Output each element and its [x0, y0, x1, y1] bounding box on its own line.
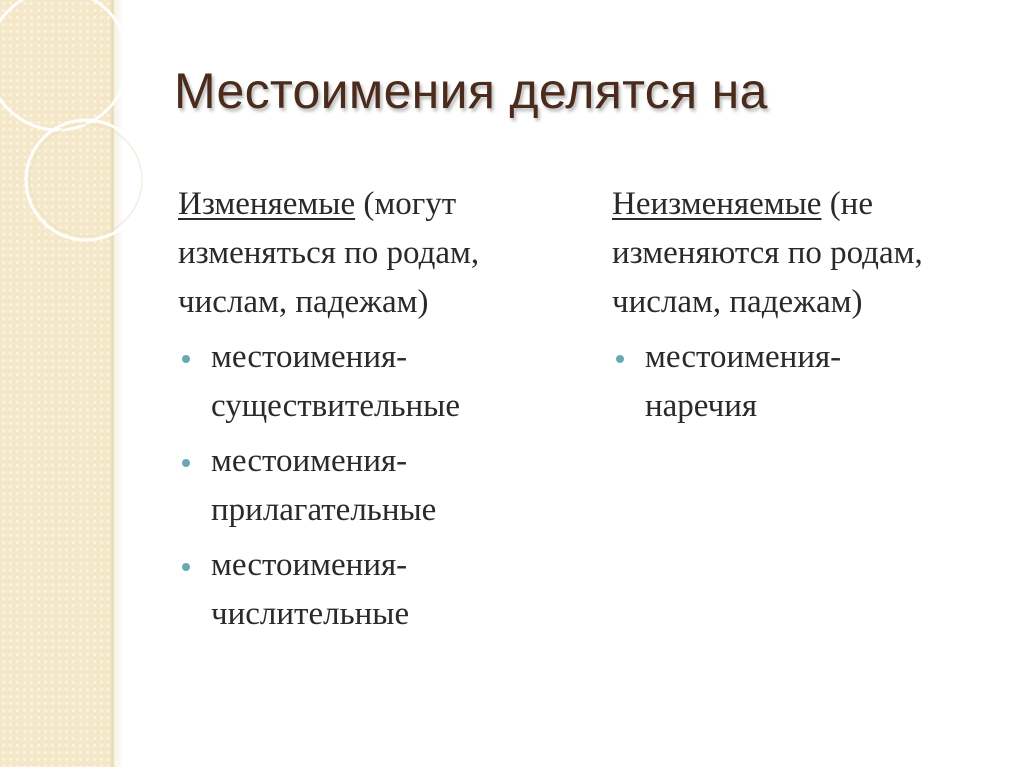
- list-item: [178, 333, 578, 431]
- slide-title: Местоимения делятся на: [174, 63, 768, 119]
- list-item: [178, 437, 578, 535]
- bullet-icon: [182, 355, 190, 363]
- changeable-intro: [178, 180, 578, 327]
- decorative-rings-icon: [0, 0, 160, 260]
- bullet-icon: [182, 563, 190, 571]
- bullet-icon: [616, 355, 624, 363]
- changeable-description: (могут изменяться по родам, числам, падежам): [178, 186, 480, 320]
- list-item-line2: существительные: [211, 388, 460, 424]
- bullet-icon: [182, 459, 190, 467]
- changeable-term: Изменяемые: [178, 186, 356, 222]
- list-item: [612, 333, 1012, 431]
- list-item-line1: местоимения-: [211, 339, 408, 375]
- list-item-line1: местоимения-: [211, 443, 408, 479]
- list-item-line1: местоимения-: [645, 339, 842, 375]
- unchangeable-list: [612, 333, 1012, 431]
- unchangeable-intro: [612, 180, 1012, 327]
- list-item-line2: наречия: [645, 388, 758, 424]
- changeable-column: [178, 180, 578, 645]
- list-item-line2: числительные: [211, 596, 410, 632]
- changeable-list: [178, 333, 578, 639]
- unchangeable-column: [612, 180, 1012, 437]
- unchangeable-description: (не изменяются по родам, числам, падежам): [612, 186, 923, 320]
- unchangeable-term: Неизменяемые: [612, 186, 822, 222]
- list-item-line2: прилагательные: [211, 492, 437, 528]
- list-item-line1: местоимения-: [211, 547, 408, 583]
- list-item: [178, 541, 578, 639]
